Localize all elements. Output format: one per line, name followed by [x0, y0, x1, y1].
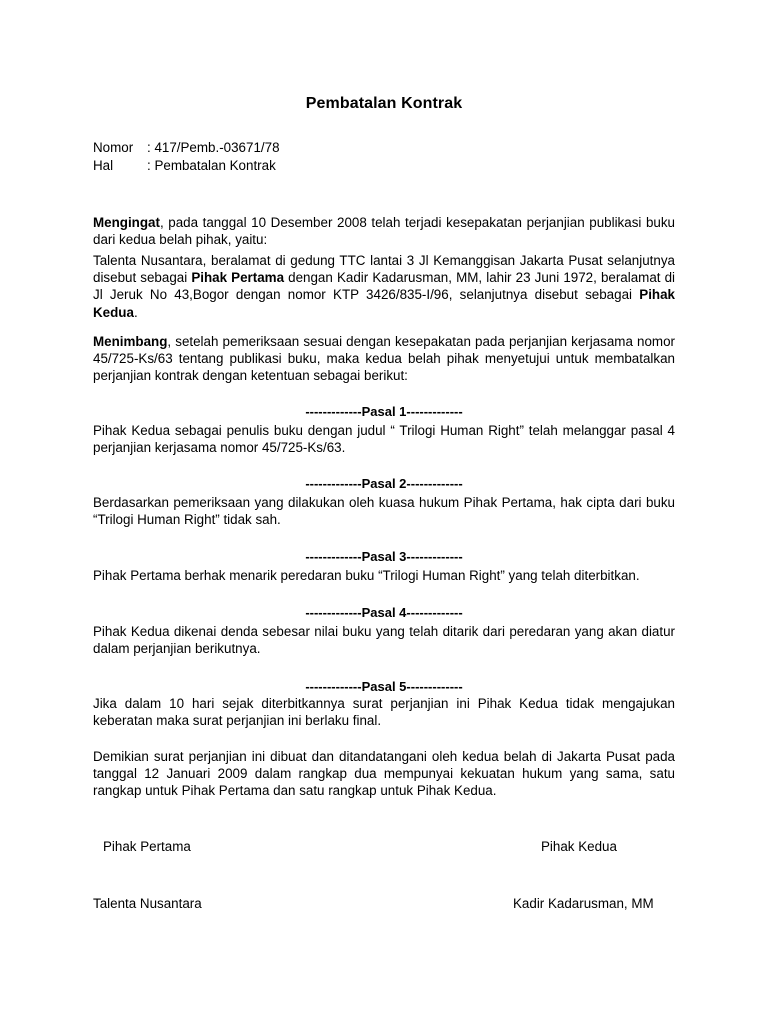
pasal-4-text: Pihak Kedua dikenai denda sebesar nilai buku yang telah ditarik dari peredaran yang akan diatur dalam perjanjian berikutnya. [93, 624, 675, 657]
pasal-1-text: Pihak Kedua sebagai penulis buku dengan judul “ Trilogi Human Right” telah melanggar pasal 4 perjanjian kerjasama nomor 45/725-Ks/63. [93, 423, 675, 456]
pasal-5-text: Jika dalam 10 hari sejak diterbitkannya surat perjanjian ini Pihak Kedua tidak mengajukan keberatan maka surat perjanjian ini berlaku final. [93, 696, 675, 729]
pihak-kedua-bold: Pihak Kedua [93, 287, 675, 320]
signature-left-name: Talenta Nusantara [93, 896, 202, 911]
pasal-4-heading: -------------Pasal 4------------- [305, 605, 463, 620]
mengingat-paragraph [93, 214, 675, 248]
pasal-3-text: Pihak Pertama berhak menarik peredaran buku “Trilogi Human Right” yang telah diterbitkan. [93, 568, 640, 583]
parties-text-2: dengan Kadir Kadarusman, MM, lahir 23 Juni 1972, beralamat di Jl Jeruk No 43,Bogor dengan nomor KTP 3426/835-I/96, selanjutnya disebut sebagai [93, 270, 676, 303]
pasal-2-text: Berdasarkan pemeriksaan yang dilakukan oleh kuasa hukum Pihak Pertama, hak cipta dari buku “Trilogi Human Right” tidak sah. [93, 495, 675, 528]
mengingat-keyword: Mengingat [93, 215, 160, 230]
signature-right-role: Pihak Kedua [541, 839, 617, 854]
signature-left-role: Pihak Pertama [103, 839, 191, 854]
menimbang-text: , setelah pemeriksaan sesuai dengan kesepakatan pada perjanjian kerjasama nomor 45/725-Ks/63 tentang publikasi buku, maka kedua belah pihak menyetujui untuk membatalkan perjanjian kontrak dengan ketentuan sebagai berikut: [93, 334, 675, 384]
pihak-pertama-bold: Pihak Pertama [191, 270, 285, 286]
document-title: Pembatalan Kontrak [305, 95, 463, 112]
pasal-5-heading: -------------Pasal 5------------- [305, 679, 463, 694]
meta-hal [93, 157, 276, 175]
pasal-3-heading: -------------Pasal 3------------- [305, 549, 463, 564]
menimbang-paragraph [93, 333, 675, 385]
hal-value: : Pembatalan Kontrak [147, 158, 276, 173]
parties-paragraph [93, 252, 675, 321]
pasal-2-heading: -------------Pasal 2------------- [305, 476, 463, 491]
nomor-label: Nomor [93, 140, 134, 155]
closing-paragraph: Demikian surat perjanjian ini dibuat dan ditandatangani oleh kedua belah di Jakarta Pusat pada tanggal 12 Januari 2009 dalam rangkap dua mempunyai kekuatan hukum yang sama, satu rangkap untuk Pihak Pertama dan satu rangkap untuk Pihak Kedua. [93, 749, 675, 799]
parties-text-1: Talenta Nusantara, beralamat di gedung TTC lantai 3 Jl Kemanggisan Jakarta Pusat selanjutnya disebut sebagai [93, 253, 675, 286]
parties-text-3: . [133, 304, 138, 320]
hal-label: Hal [93, 158, 114, 173]
menimbang-keyword: Menimbang [93, 334, 168, 349]
pasal-1-heading: -------------Pasal 1------------- [305, 404, 463, 419]
signature-right-name: Kadir Kadarusman, MM [513, 896, 654, 911]
nomor-value: : 417/Pemb.-03671/78 [147, 140, 280, 155]
meta-nomor [93, 139, 280, 157]
mengingat-text: , pada tanggal 10 Desember 2008 telah terjadi kesepakatan perjanjian publikasi buku dari kedua belah pihak, yaitu: [93, 215, 675, 248]
